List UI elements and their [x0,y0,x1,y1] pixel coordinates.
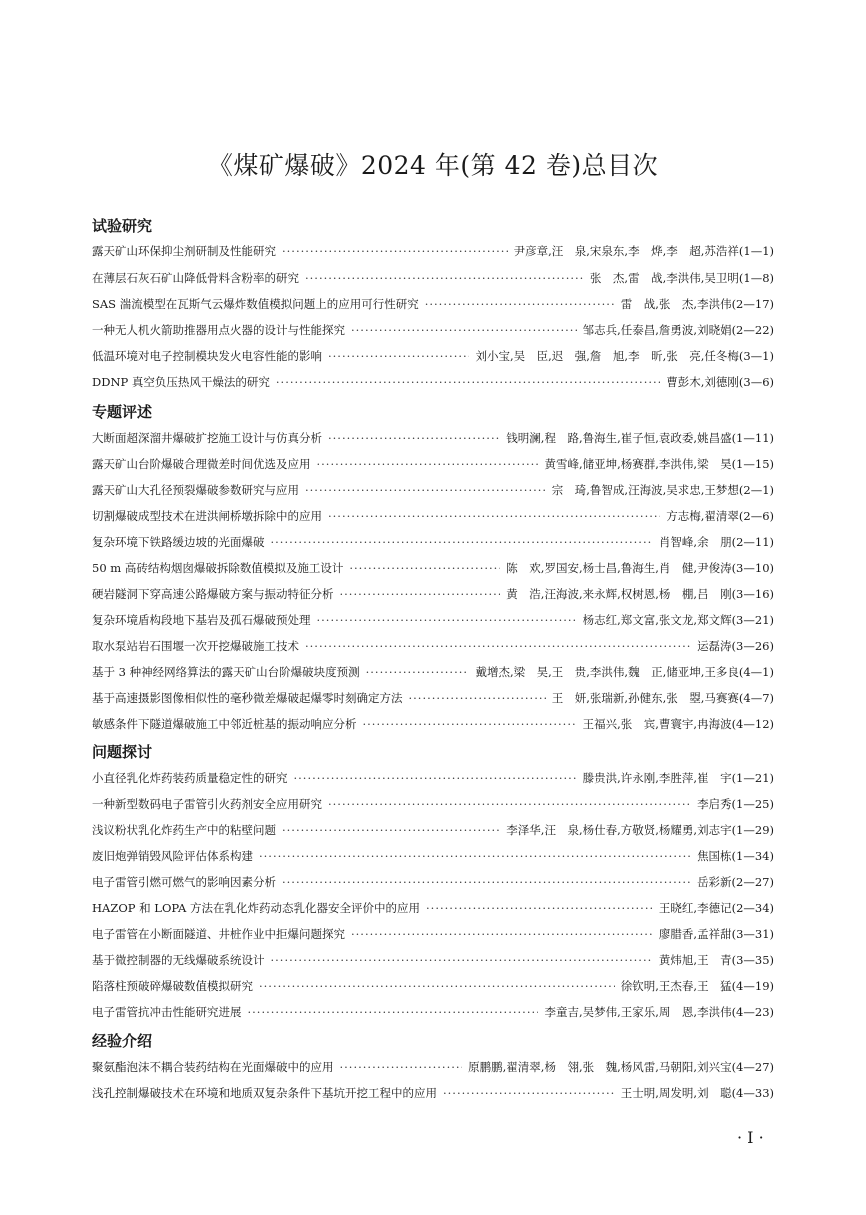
toc-entry[interactable] [92,796,774,816]
entry-title: 取水泵站岩石围堰一次开挖爆破施工技术 [92,639,299,653]
entry-authors: 尹彦章,汪 泉,宋泉东,李 烨,李 超,苏浩祥(1—1) [513,244,774,258]
toc-entry[interactable] [92,770,774,790]
entry-title: SAS 湍流模型在瓦斯气云爆炸数值模拟问题上的应用可行性研究 [92,297,419,311]
entry-authors: 邹志兵,任泰昌,詹勇波,刘晓娟(2—22) [582,323,774,337]
entry-authors: 王晓红,李德记(2—34) [658,901,774,915]
entry-authors: 张 杰,雷 战,李洪伟,吴卫明(1—8) [589,271,774,285]
entry-title: 基于 3 种神经网络算法的露天矿山台阶爆破块度预测 [92,665,360,679]
leader-dots [317,457,539,471]
entry-authors: 廖腊香,孟祥甜(3—31) [658,927,774,941]
entry-title: 复杂环境下铁路缓边坡的光面爆破 [92,535,265,549]
leader-dots [351,927,653,941]
toc-entry[interactable] [92,1059,774,1079]
entry-authors: 王福兴,张 宾,曹寰宇,冉海波(4—12) [582,717,774,731]
entry-authors: 原鹏鹏,翟清翠,杨 翎,张 魏,杨风雷,马朝阳,刘兴宝(4—27) [468,1060,774,1074]
entry-title: 切割爆破成型技术在进洪闸桥墩拆除中的应用 [92,509,322,523]
entry-title: 50 m 高砖结构烟囱爆破拆除数值模拟及施工设计 [92,561,344,575]
toc-entry[interactable] [92,560,774,580]
entry-title: 一种无人机火箭助推器用点火器的设计与性能探究 [92,323,345,337]
toc-entry[interactable] [92,456,774,476]
leader-dots [328,349,469,363]
toc-entry[interactable] [92,322,774,342]
entry-title: HAZOP 和 LOPA 方法在乳化炸药动态乳化器安全评价中的应用 [92,901,421,915]
leader-dots [282,244,508,258]
entry-title: 露天矿山大孔径预裂爆破参数研究与应用 [92,483,299,497]
entry-authors: 陈 欢,罗国安,杨士昌,鲁海生,肖 健,尹俊涛(3—10) [506,561,774,575]
toc-entry[interactable] [92,874,774,894]
section-heading: 问题探讨 [92,743,153,761]
leader-dots [340,1060,463,1074]
leader-dots [351,323,577,337]
entry-title: 大断面超深溜井爆破扩挖施工设计与仿真分析 [92,431,322,445]
entry-authors: 李泽华,汪 泉,杨仕春,方敬贤,杨耀勇,刘志宇(1—29) [506,823,774,837]
toc-entry[interactable] [92,534,774,554]
toc-entry[interactable] [92,508,774,528]
entry-authors: 焦国栋(1—34) [697,849,774,863]
entry-title: 浅议粉状乳化炸药生产中的粘壁问题 [92,823,276,837]
entry-authors: 黄雪峰,储亚坤,杨赛群,李洪伟,梁 昊(1—15) [544,457,774,471]
entry-authors: 王士明,周发明,刘 聪(4—33) [620,1086,774,1100]
leader-dots [328,431,500,445]
toc-entry[interactable] [92,1085,774,1105]
leader-dots [282,875,691,889]
leader-dots [317,613,577,627]
toc-entry[interactable] [92,612,774,632]
entry-title: 一种新型数码电子雷管引火药剂安全应用研究 [92,797,322,811]
leader-dots [443,1086,615,1100]
toc-entry[interactable] [92,638,774,658]
page-number: · I · [737,1128,764,1147]
toc-entry[interactable] [92,900,774,920]
toc-entry[interactable] [92,848,774,868]
section-heading: 经验介绍 [92,1032,153,1050]
section-heading: 试验研究 [92,217,153,235]
entry-title: 敏感条件下隧道爆破施工中邻近桩基的振动响应分析 [92,717,357,731]
entry-authors: 方志梅,翟清翠(2—6) [666,509,774,523]
leader-dots [340,587,501,601]
entry-title: 复杂环境盾构段地下基岩及孤石爆破预处理 [92,613,311,627]
leader-dots [305,639,691,653]
leader-dots [328,509,660,523]
leader-dots [305,483,546,497]
entry-authors: 刘小宝,吴 臣,迟 强,詹 旭,李 昕,张 亮,任冬梅(3—1) [475,349,774,363]
leader-dots [259,849,691,863]
toc-entry[interactable] [92,926,774,946]
leader-dots [425,297,615,311]
entry-title: 基于高速摄影图像相似性的毫秒微差爆破起爆零时刻确定方法 [92,691,403,705]
toc-entry[interactable] [92,586,774,606]
leader-dots [282,823,500,837]
entry-authors: 李启秀(1—25) [697,797,774,811]
entry-title: 小直径乳化炸药装药质量稳定性的研究 [92,771,288,785]
entry-authors: 戴增杰,梁 昊,王 贵,李洪伟,魏 正,储亚坤,王多良(4—1) [475,665,774,679]
leader-dots [294,771,577,785]
leader-dots [276,375,660,389]
toc-entry[interactable] [92,296,774,316]
entry-authors: 黄炜旭,王 青(3—35) [658,953,774,967]
leader-dots [259,979,615,993]
toc-entry[interactable] [92,822,774,842]
entry-title: 废旧炮弹销毁风险评估体系构建 [92,849,253,863]
entry-authors: 徐钦明,王杰春,王 猛(4—19) [620,979,774,993]
entry-title: 硬岩隧洞下穿高速公路爆破方案与振动特征分析 [92,587,334,601]
entry-authors: 黄 浩,汪海波,来永辉,权树恩,杨 棚,吕 刚(3—16) [506,587,774,601]
entry-title: 在薄层石灰石矿山降低骨料含粉率的研究 [92,271,299,285]
entry-authors: 钱明澜,程 路,鲁海生,崔子恒,袁政委,姚昌盛(1—11) [506,431,774,445]
entry-authors: 运磊涛(3—26) [697,639,774,653]
toc-entry[interactable] [92,430,774,450]
toc-entry[interactable] [92,716,774,736]
leader-dots [271,953,653,967]
entry-title: 露天矿山台阶爆破合理微差时间优选及应用 [92,457,311,471]
toc-entry[interactable] [92,482,774,502]
entry-authors: 宗 琦,鲁智成,汪海波,吴求忠,王梦想(2—1) [551,483,774,497]
toc-entry[interactable] [92,243,774,263]
leader-dots [366,665,470,679]
entry-title: 低温环境对电子控制模块发火电容性能的影响 [92,349,322,363]
entry-title: 陷落柱预破碎爆破数值模拟研究 [92,979,253,993]
entry-authors: 雷 战,张 杰,李洪伟(2—17) [620,297,774,311]
toc-entry[interactable] [92,664,774,684]
entry-authors: 岳彩新(2—27) [697,875,774,889]
toc-entry[interactable] [92,270,774,290]
entry-authors: 王 妍,张瑞新,孙健东,张 曌,马赛赛(4—7) [551,691,774,705]
toc-entry[interactable] [92,348,774,368]
entry-authors: 曹彭木,刘德刚(3—6) [666,375,774,389]
leader-dots [363,717,577,731]
entry-authors: 李童吉,吴梦伟,王家乐,周 恩,李洪伟(4—23) [544,1005,774,1019]
entry-authors: 滕贵洪,许永刚,李胜萍,崔 宇(1—21) [582,771,774,785]
entry-title: 电子雷管引燃可燃气的影响因素分析 [92,875,276,889]
leader-dots [305,271,584,285]
toc-entry[interactable] [92,978,774,998]
entry-title: 聚氨酯泡沫不耦合装药结构在光面爆破中的应用 [92,1060,334,1074]
leader-dots [271,535,653,549]
toc-entry[interactable] [92,1004,774,1024]
entry-title: 电子雷管在小断面隧道、井桩作业中拒爆问题探究 [92,927,345,941]
page-title: 《煤矿爆破》2024 年(第 42 卷)总目次 [207,151,659,180]
entry-authors: 杨志红,郑文富,张文龙,郑文辉(3—21) [582,613,774,627]
leader-dots [349,561,500,575]
entry-title: 基于微控制器的无线爆破系统设计 [92,953,265,967]
entry-title: 电子雷管抗冲击性能研究进展 [92,1005,242,1019]
toc-entry[interactable] [92,952,774,972]
entry-title: 露天矿山环保抑尘剂研制及性能研究 [92,244,276,258]
entry-title: 浅孔控制爆破技术在环境和地质双复杂条件下基坑开挖工程中的应用 [92,1086,437,1100]
toc-entry[interactable] [92,374,774,394]
leader-dots [328,797,691,811]
leader-dots [409,691,546,705]
entry-title: DDNP 真空负压热风干燥法的研究 [92,375,270,389]
leader-dots [248,1005,539,1019]
entry-authors: 肖智峰,余 朋(2—11) [658,535,774,549]
toc-entry[interactable] [92,690,774,710]
leader-dots [426,901,653,915]
section-heading: 专题评述 [92,403,153,421]
